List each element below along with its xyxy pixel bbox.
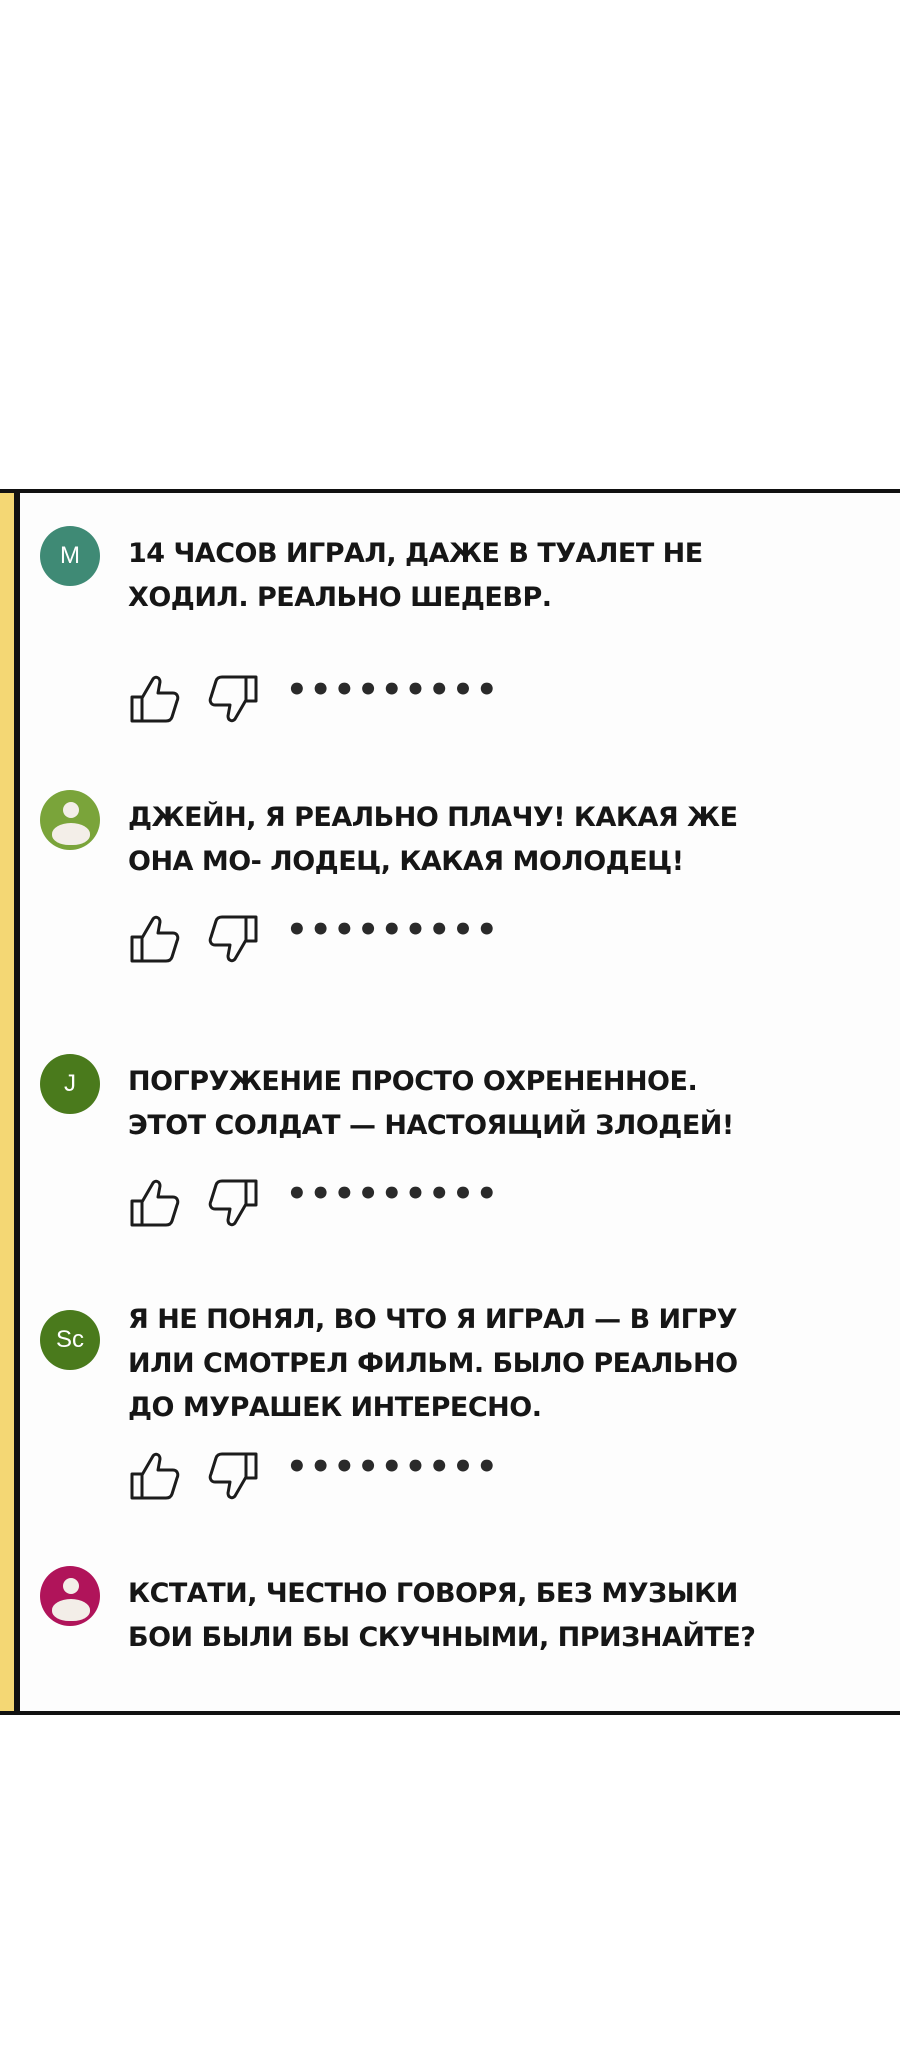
more-options-button[interactable]: ••••••••• <box>286 910 500 950</box>
comment-actions <box>126 669 500 729</box>
accent-bar <box>0 493 14 1711</box>
thumbs-up-icon[interactable] <box>126 911 182 967</box>
thumbs-down-icon[interactable] <box>206 671 262 727</box>
comment-actions <box>126 909 500 969</box>
avatar-initial: Sc <box>55 1326 84 1353</box>
avatar-person-body <box>52 823 90 845</box>
comment-actions <box>126 1173 500 1233</box>
more-options-button[interactable]: ••••••••• <box>286 1447 500 1487</box>
more-options-button[interactable]: ••••••••• <box>286 670 500 710</box>
avatar-initial: M <box>60 542 80 569</box>
avatar-person-body <box>52 1599 90 1621</box>
thumbs-up-icon[interactable] <box>126 671 182 727</box>
more-options-button[interactable]: ••••••••• <box>286 1174 500 1214</box>
avatar-person-head <box>63 802 79 818</box>
thumbs-up-icon[interactable] <box>126 1175 182 1231</box>
avatar-initial: J <box>64 1070 76 1097</box>
comment-actions <box>126 1446 500 1506</box>
avatar[interactable] <box>40 1054 100 1114</box>
comments-panel <box>0 489 900 1715</box>
avatar[interactable] <box>40 790 100 850</box>
thumbs-down-icon[interactable] <box>206 911 262 967</box>
comment-text: ПОГРУЖЕНИЕ ПРОСТО ОХРЕНЕННОЕ. ЭТОТ СОЛДАТ — НАСТОЯЩИЙ ЗЛОДЕЙ! <box>128 1066 734 1141</box>
accent-divider <box>14 493 20 1711</box>
thumbs-down-icon[interactable] <box>206 1175 262 1231</box>
avatar[interactable] <box>40 1566 100 1626</box>
thumbs-down-icon[interactable] <box>206 1448 262 1504</box>
comment-text: ДЖЕЙН, Я РЕАЛЬНО ПЛАЧУ! КАКАЯ ЖЕ ОНА МО- ЛОДЕЦ, КАКАЯ МОЛОДЕЦ! <box>128 802 738 877</box>
comment-text: Я НЕ ПОНЯЛ, ВО ЧТО Я ИГРАЛ — В ИГРУ ИЛИ СМОТРЕЛ ФИЛЬМ. БЫЛО РЕАЛЬНО ДО МУРАШЕК ИНТЕРЕСНО. <box>128 1304 738 1423</box>
comment-text: КСТАТИ, ЧЕСТНО ГОВОРЯ, БЕЗ МУЗЫКИ БОИ БЫЛИ БЫ СКУЧНЫМИ, ПРИЗНАЙТЕ? <box>128 1578 756 1653</box>
comment-text: 14 ЧАСОВ ИГРАЛ, ДАЖЕ В ТУАЛЕТ НЕ ХОДИЛ. РЕАЛЬНО ШЕДЕВР. <box>128 538 703 613</box>
avatar-person-head <box>63 1578 79 1594</box>
avatar[interactable] <box>40 1310 100 1370</box>
thumbs-up-icon[interactable] <box>126 1448 182 1504</box>
avatar[interactable] <box>40 526 100 586</box>
